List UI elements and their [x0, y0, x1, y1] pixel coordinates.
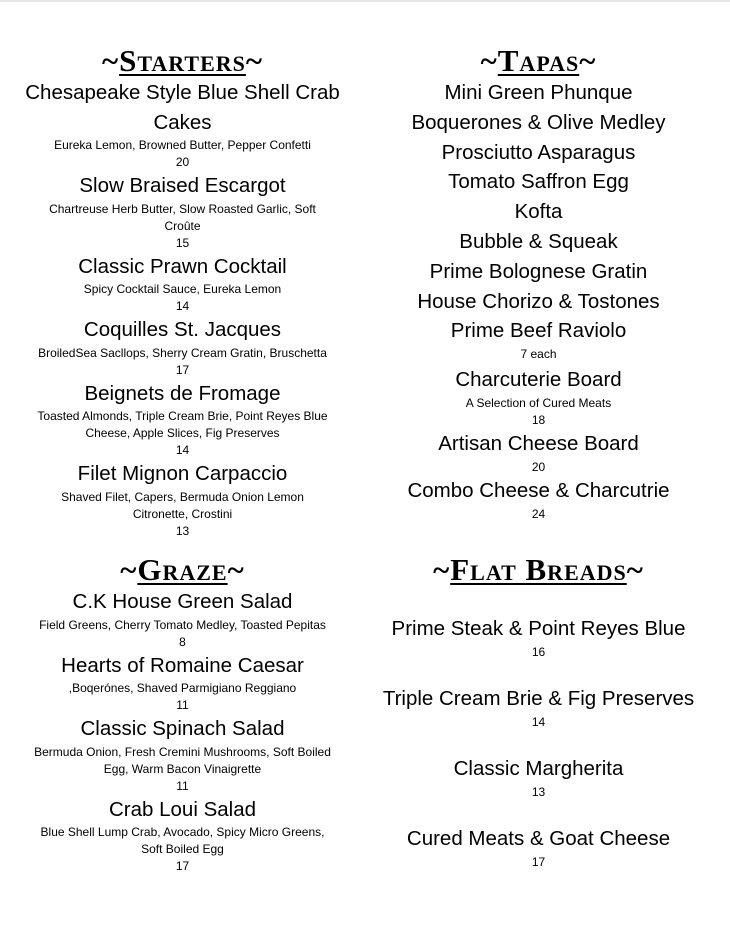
- tapas-section: [356, 44, 721, 523]
- item-price: 8: [179, 634, 186, 649]
- item-name: Classic Spinach Salad: [80, 717, 285, 740]
- menu-item: [0, 252, 365, 316]
- item-price: 17: [531, 855, 546, 869]
- tapas-each-price: 7 each: [520, 347, 557, 362]
- item-description: Bermuda Onion, Fresh Cremini Mushrooms, Soft Boiled Egg, Warm Bacon Vinaigrette: [34, 744, 331, 776]
- item-price: 15: [175, 235, 190, 250]
- item-name: Combo Cheese & Charcutrie: [407, 478, 670, 502]
- item-name: Triple Cream Brie & Fig Preserves: [382, 687, 695, 710]
- item-price: 17: [175, 859, 190, 873]
- item-description: A Selection of Cured Meats: [465, 395, 612, 410]
- item-description: Toasted Almonds, Triple Cream Brie, Point Reyes Blue Cheese, Apple Slices, Fig Preserves: [37, 409, 328, 440]
- item-name: Prime Steak & Point Reyes Blue: [391, 617, 686, 640]
- item-name: Cured Meats & Goat Cheese: [406, 827, 671, 850]
- menu-item: [356, 614, 721, 661]
- item-name: Hearts of Romaine Caesar: [61, 653, 304, 677]
- tapas-item: House Chorizo & Tostones: [417, 289, 660, 313]
- menu-item: [356, 824, 721, 871]
- item-price: 17: [175, 362, 190, 377]
- item-description: ,Boqerónes, Shaved Parmigiano Reggiano: [68, 681, 297, 695]
- item-name: Artisan Cheese Board: [438, 431, 639, 455]
- item-description: BroiledSea Sacllops, Sherry Cream Gratin, Bruschetta: [38, 345, 327, 360]
- flatbreads-title: ~Flat Breads~: [433, 552, 644, 587]
- menu-item: [356, 429, 721, 476]
- item-price: 13: [175, 523, 190, 538]
- flatbreads-section: [356, 553, 721, 894]
- menu-item: [0, 651, 365, 715]
- tapas-item: Bubble & Squeak: [459, 229, 618, 253]
- tapas-title: ~Tapas~: [480, 43, 597, 78]
- tapas-item: Prime Bolognese Gratin: [429, 259, 648, 283]
- tapas-item: Kofta: [514, 200, 563, 224]
- top-border: [0, 0, 730, 2]
- item-description: Eureka Lemon, Browned Butter, Pepper Confetti: [54, 138, 311, 152]
- item-description: Spicy Cocktail Sauce, Eureka Lemon: [83, 282, 282, 296]
- item-price: 16: [531, 645, 546, 659]
- item-description: Field Greens, Cherry Tomato Medley, Toasted Pepitas: [39, 617, 326, 632]
- menu-item: [356, 365, 721, 429]
- item-price: 14: [175, 299, 190, 313]
- item-price: 18: [531, 412, 546, 427]
- tapas-item: Prime Beef Raviolo: [450, 319, 627, 343]
- menu-item: [356, 684, 721, 731]
- item-name: Slow Braised Escargot: [79, 174, 286, 197]
- starters-section: [0, 44, 365, 540]
- item-description: Shaved Filet, Capers, Bermuda Onion Lemon Citronette, Crostini: [61, 489, 304, 521]
- menu-item: [0, 587, 365, 651]
- starters-title: ~Starters~: [101, 43, 263, 78]
- tapas-item: Boquerones & Olive Medley: [411, 110, 666, 134]
- item-name: Coquilles St. Jacques: [83, 318, 282, 341]
- item-name: Filet Mignon Carpaccio: [77, 462, 288, 485]
- tapas-item: Prosciutto Asparagus: [441, 140, 636, 164]
- item-name: Crab Loui Salad: [108, 797, 256, 821]
- menu-item: [0, 379, 365, 460]
- item-name: Beignets de Fromage: [84, 381, 281, 405]
- item-name: C.K House Green Salad: [72, 590, 293, 613]
- item-name: Classic Prawn Cocktail: [78, 254, 287, 278]
- item-price: 14: [531, 715, 546, 729]
- item-price: 11: [176, 698, 189, 712]
- item-price: 11: [176, 778, 189, 793]
- item-description: Blue Shell Lump Crab, Avocado, Spicy Micro Greens, Soft Boiled Egg: [40, 825, 325, 856]
- item-price: 14: [175, 443, 190, 457]
- graze-section: [0, 553, 365, 875]
- flatbreads-list: [356, 614, 721, 871]
- tapas-item: Mini Green Phunque: [444, 81, 633, 104]
- menu-item: [0, 78, 365, 171]
- item-description: Chartreuse Herb Butter, Slow Roasted Garlic, Soft Croûte: [49, 201, 316, 233]
- menu-item: [356, 476, 721, 523]
- menu-item: [0, 459, 365, 540]
- menu-item: [0, 171, 365, 252]
- item-price: 20: [175, 155, 190, 169]
- item-name: Chesapeake Style Blue Shell Crab Cakes: [25, 81, 340, 134]
- menu-item: [0, 714, 365, 795]
- menu-item: [356, 754, 721, 801]
- menu-item: [0, 795, 365, 876]
- item-price: 13: [531, 785, 546, 799]
- graze-title: ~Graze~: [120, 552, 245, 587]
- menu-item: [0, 315, 365, 379]
- tapas-item: Tomato Saffron Egg: [448, 170, 629, 194]
- item-name: Classic Margherita: [453, 757, 624, 780]
- item-name: Charcuterie Board: [455, 368, 622, 392]
- item-price: 24: [531, 506, 546, 521]
- item-price: 20: [531, 459, 546, 474]
